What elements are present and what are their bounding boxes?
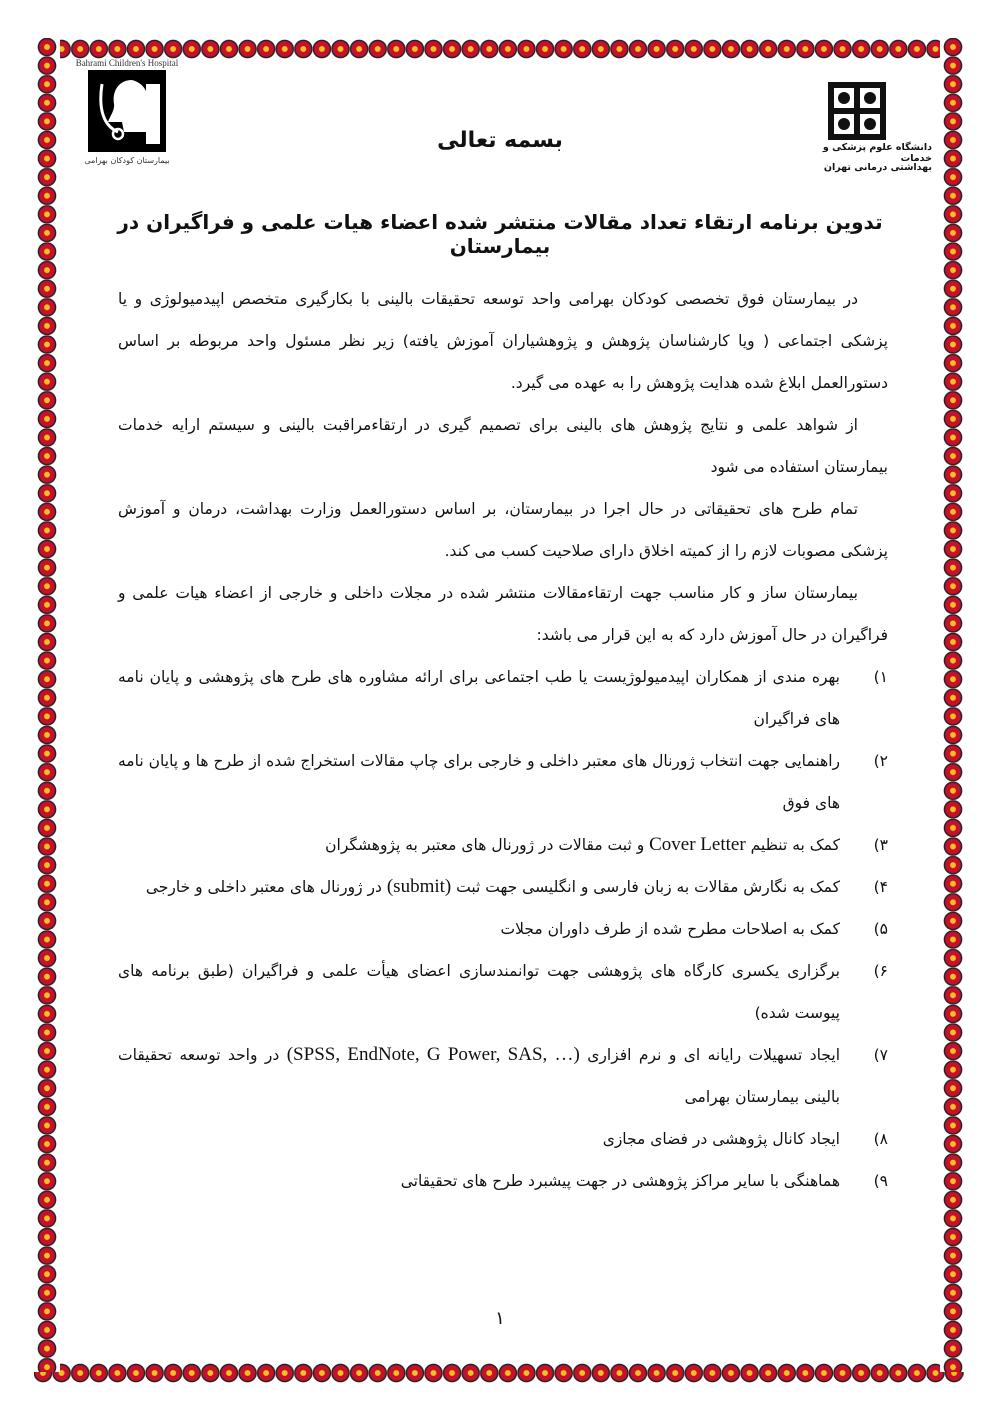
list-item bbox=[118, 824, 888, 866]
paragraph: در بیمارستان فوق تخصصی کودکان بهرامی واحد توسعه تحقیقات بالینی با بکارگیری متخصص اپیدمیولوژی و یا پزشکی اجتماعی ( ویا کارشناسان پژوهش و پژوهشیاران آموزش یافته) زیر نظر مسئول واحد مربوطه بر اساس دستورالعمل ابلاغ شده هدایت پژوهش را به عهده می گیرد. bbox=[118, 290, 888, 392]
hospital-logo-icon bbox=[88, 70, 166, 152]
decorative-border-right bbox=[940, 38, 966, 1372]
list-item-number: ۶) bbox=[873, 962, 888, 980]
document-body bbox=[118, 278, 888, 1202]
list-item bbox=[118, 908, 888, 950]
paragraph: از شواهد علمی و نتایج پژوهش های بالینی برای تصمیم گیری در ارتقاءمراقبت بالینی و سیستم ارایه خدمات بیمارستان استفاده می شود bbox=[118, 416, 888, 476]
list-item-number: ۹) bbox=[873, 1172, 888, 1190]
document-heading: تدوین برنامه ارتقاء تعداد مقالات منتشر شده اعضاء هیات علمی و فراگیران در بیمارستان bbox=[117, 210, 883, 258]
page-number: ۱ bbox=[495, 1308, 505, 1329]
list-item bbox=[118, 1118, 888, 1160]
list-item-latin-term: (SPSS, EndNote, G Power, SAS, …) bbox=[286, 1044, 580, 1065]
list-item-number: ۱) bbox=[873, 668, 888, 686]
list-item-text: کمک به نگارش مقالات به زبان فارسی و انگلیسی جهت ثبت bbox=[451, 878, 840, 896]
decorative-border-bottom bbox=[34, 1360, 964, 1386]
paragraph: تمام طرح های تحقیقاتی در حال اجرا در بیمارستان، بر اساس دستورالعمل وزارت بهداشت، درمان و آموزش پزشکی مصوبات لازم را از کمیته اخلاق دارای صلاحیت کسب می کند. bbox=[118, 500, 888, 560]
list-item-text: برگزاری یکسری کارگاه های پژوهشی جهت توانمندسازی اعضای هیأت علمی و فراگیران (طبق برنامه های پیوست شده) bbox=[118, 962, 840, 1022]
university-emblem-icon bbox=[828, 82, 886, 140]
list-item bbox=[118, 866, 888, 908]
list-item-number: ۷) bbox=[873, 1046, 888, 1064]
list-item-number: ۴) bbox=[873, 878, 888, 896]
list-item-text: در ژورنال های معتبر داخلی و خارجی bbox=[145, 878, 387, 896]
list-item bbox=[118, 740, 888, 824]
list-item bbox=[118, 950, 888, 1034]
decorative-border-left bbox=[34, 38, 60, 1372]
list-item-text: راهنمایی جهت انتخاب ژورنال های معتبر داخلی و خارجی برای چاپ مقالات استخراج شده از طرح ها و پایان نامه های فوق bbox=[118, 752, 840, 812]
list-item-number: ۵) bbox=[873, 920, 888, 938]
page-title: بسمه تعالی bbox=[437, 128, 563, 153]
hospital-logo-caption: Bahrami Children's Hospital bbox=[75, 58, 179, 68]
list-item-number: ۳) bbox=[873, 836, 888, 854]
list-item-text: در واحد توسعه تحقیقات بالینی بیمارستان بهرامی bbox=[118, 1046, 840, 1106]
university-logo bbox=[812, 82, 942, 192]
list-item-text: کمک به تنظیم bbox=[745, 836, 840, 854]
university-logo-line2: بهداشتی درمانی تهران bbox=[823, 162, 932, 173]
list-item-text: بهره مندی از همکاران اپیدمیولوژیست یا طب اجتماعی برای ارائه مشاوره های طرح های پژوهشی و پایان نامه های فراگیران bbox=[118, 668, 840, 728]
list-item-text: هماهنگی با سایر مراکز پژوهشی در جهت پیشبرد طرح های تحقیقاتی bbox=[400, 1172, 840, 1190]
list-item-latin-term: Cover Letter bbox=[649, 834, 746, 855]
list-item-text: و ثبت مقالات در ژورنال های معتبر به پژوهشگران bbox=[325, 836, 650, 854]
paragraph: بیمارستان ساز و کار مناسب جهت ارتقاءمقالات منتشر شده در مجلات داخلی و خارجی از اعضاء هیات علمی و فراگیران در حال آموزش دارد که به این قرار می باشد: bbox=[118, 584, 888, 644]
list-item bbox=[118, 1034, 888, 1118]
list-item bbox=[118, 1160, 888, 1202]
university-logo-line1: دانشگاه علوم پزشکی و خدمات bbox=[822, 142, 932, 164]
list-item-text: ایجاد کانال پژوهشی در فضای مجازی bbox=[602, 1130, 840, 1148]
list-item-number: ۸) bbox=[873, 1130, 888, 1148]
list-item bbox=[118, 656, 888, 740]
list-item-latin-term: (submit) bbox=[386, 876, 452, 897]
list-item-text: ایجاد تسهیلات رایانه ای و نرم افزاری bbox=[579, 1046, 840, 1064]
hospital-logo-subtitle: بیمارستان کودکان بهرامی bbox=[84, 156, 170, 165]
list-item-number: ۲) bbox=[873, 752, 888, 770]
services-list bbox=[118, 656, 888, 1202]
list-item-text: کمک به اصلاحات مطرح شده از طرف داوران مجلات bbox=[500, 920, 840, 938]
hospital-logo bbox=[72, 58, 182, 176]
